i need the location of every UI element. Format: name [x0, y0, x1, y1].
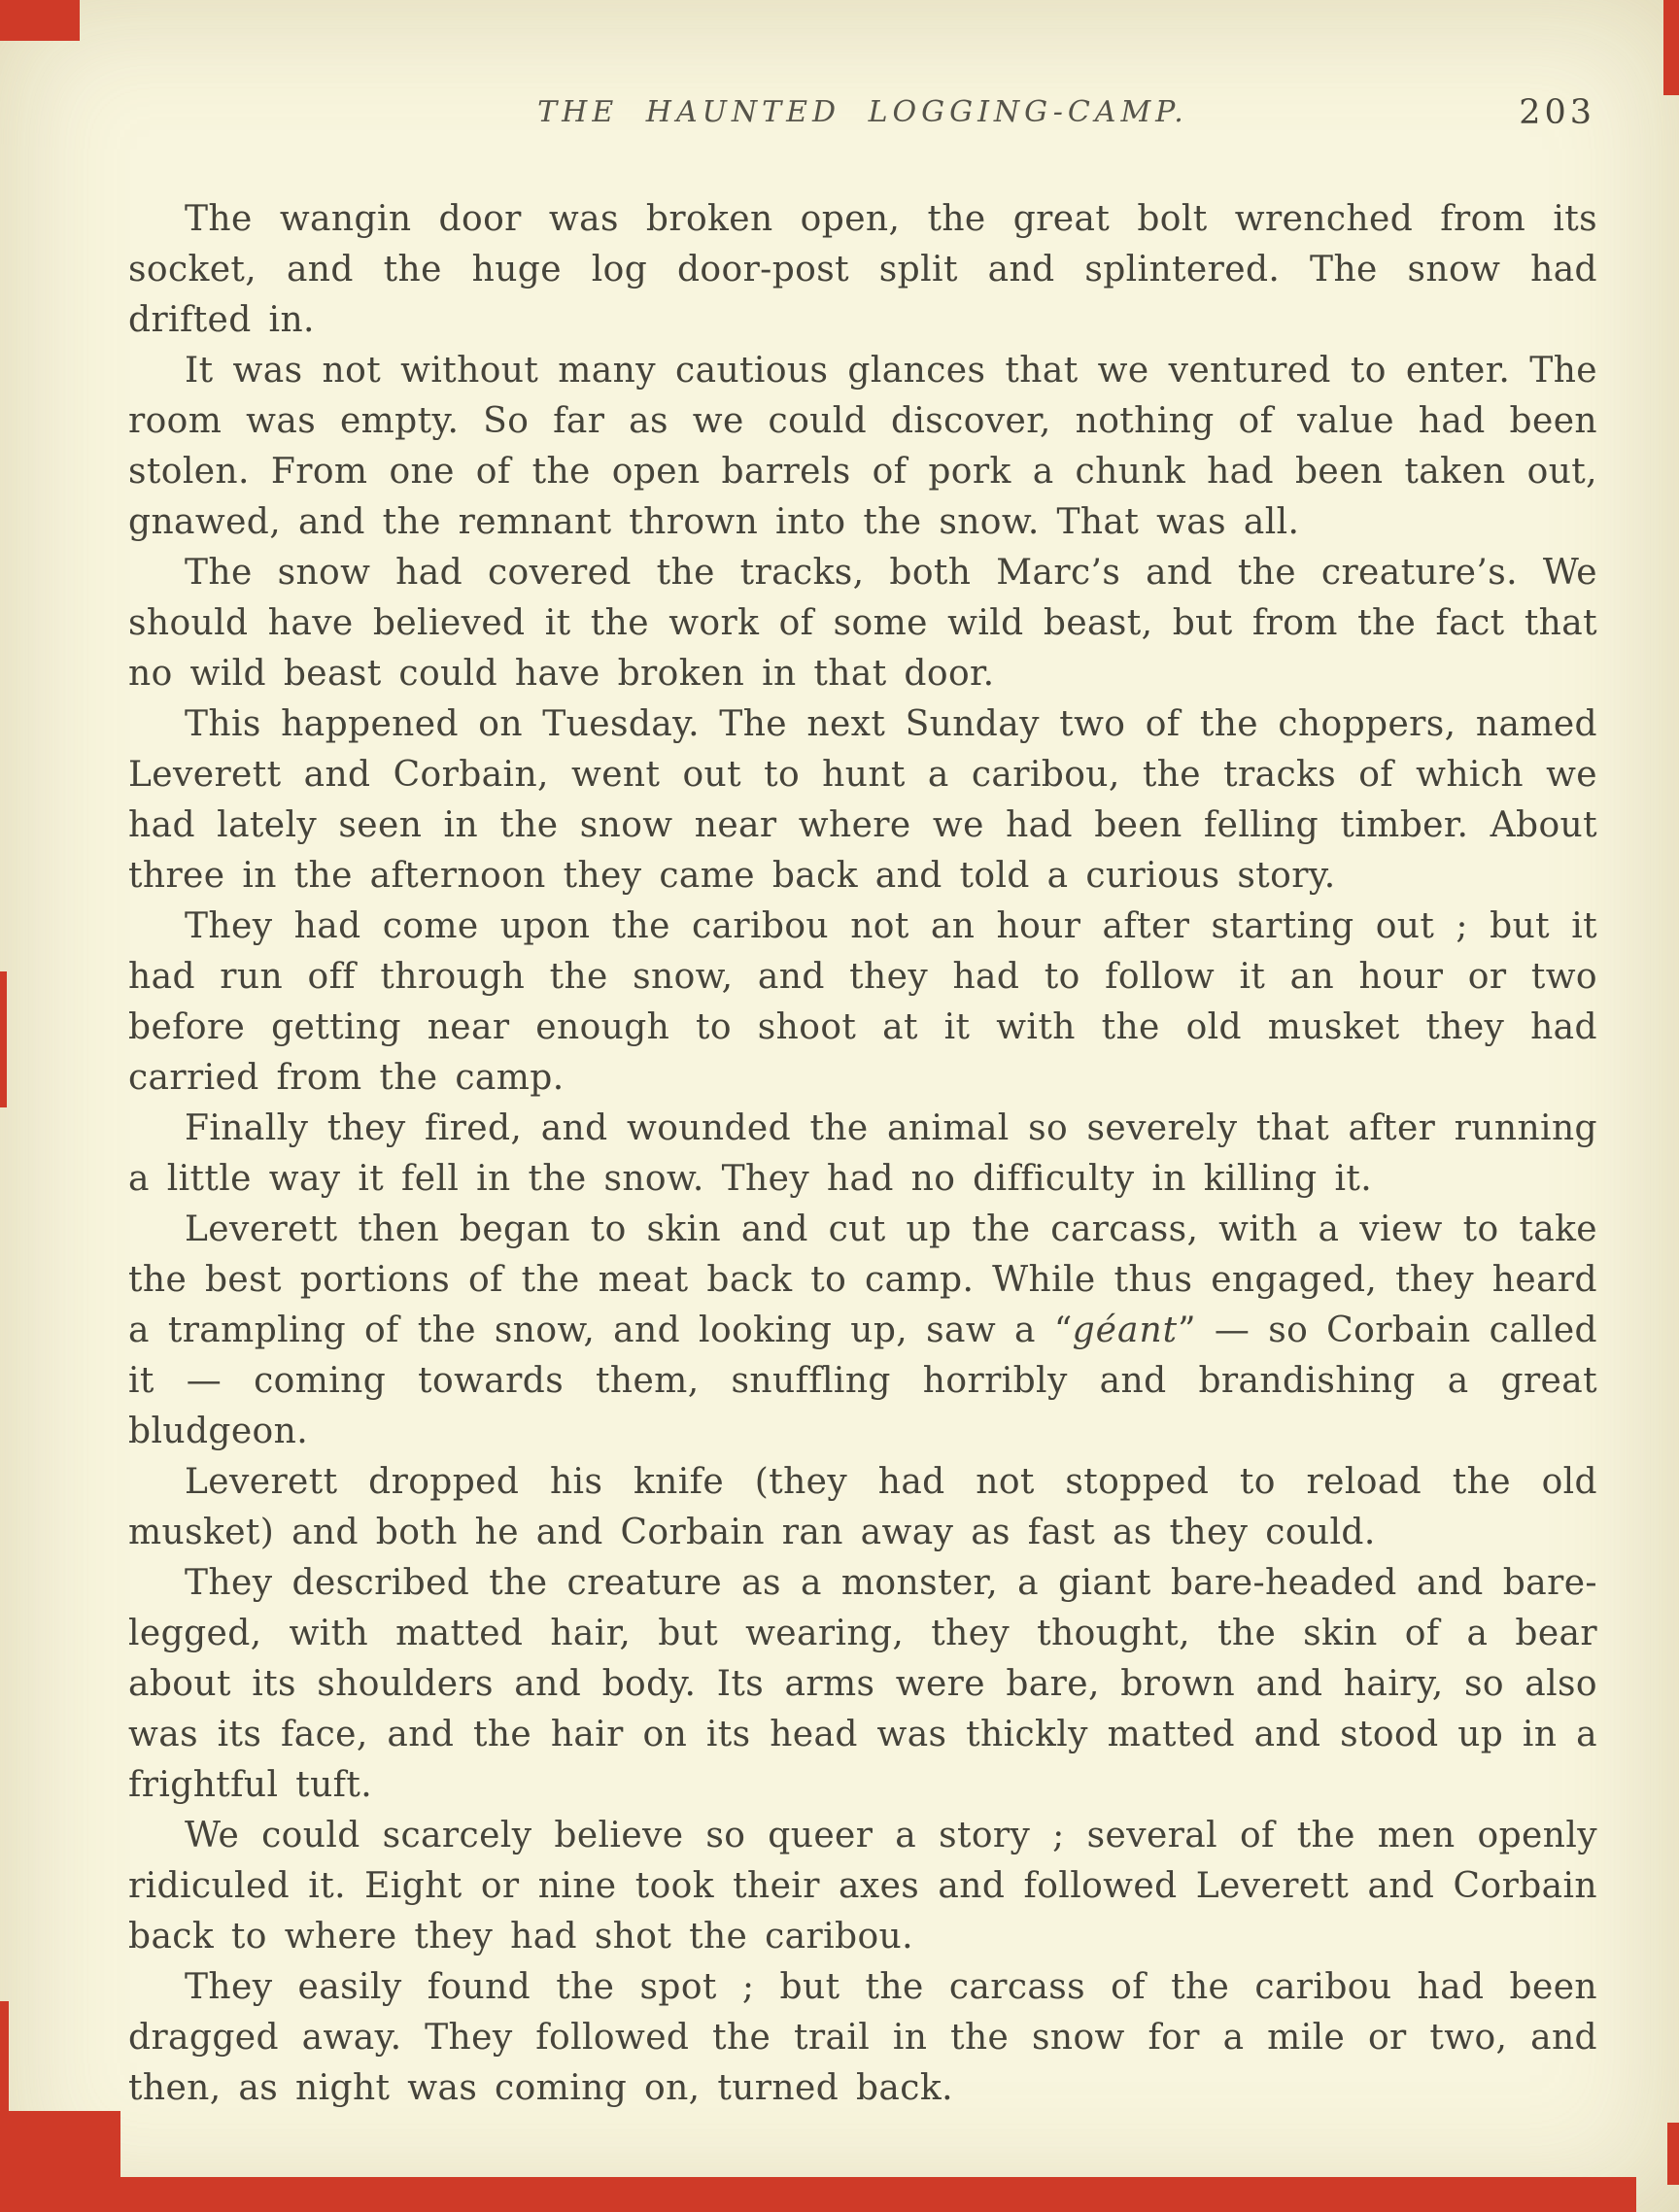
paragraph: Finally they fired, and wounded the animal so severely that after running a little way it fell in the snow. They had no difficulty in killing it. [128, 1108, 1597, 1199]
geant-text-before: Leverett then began to skin and cut up the carcass, with a view to take the best portions of the meat back to camp. While thus engaged, they heard a trampling of the snow, and looking up, saw a “ [128, 1209, 1597, 1350]
geant-text-after: ” — so Corbain called it — coming towards them, snuffling horribly and brandishing a great bludgeon. [128, 1310, 1597, 1451]
page-number: 203 [1519, 93, 1595, 132]
paragraph: Leverett dropped his knife (they had not stopped to reload the old musket) and both he and Corbain ran away as fast as they could. [128, 1462, 1597, 1552]
running-title: THE HAUNTED LOGGING-CAMP. [537, 95, 1188, 129]
red-edge-mark-left-mid [0, 971, 7, 1107]
red-edge-mark-bottom-left [0, 2111, 120, 2212]
paragraph: The wangin door was broken open, the great bolt wrenched from its socket, and the huge log door-post split and splintered. The snow had drifted in. [128, 199, 1597, 340]
paragraph: The snow had covered the tracks, both Marc’s and the creature’s. We should have believed it the work of some wild beast, but from the fact that no wild beast could have broken in that door. [128, 553, 1597, 694]
geant-italic-word: géant [1072, 1310, 1179, 1350]
red-edge-mark-right-bottom [1667, 2123, 1679, 2185]
paragraph: This happened on Tuesday. The next Sunday two of the choppers, named Leverett and Corbain, went out to hunt a caribou, the tracks of which we had lately seen in the snow near where we had been felling timber. About three in the afternoon they came back and told a curious story. [128, 704, 1597, 896]
paragraph: They had come upon the caribou not an hour after starting out ; but it had run off through the snow, and they had to follow it an hour or two before getting near enough to shoot at it with the old musket they had carried from the camp. [128, 906, 1597, 1098]
page-body [128, 194, 1597, 2114]
red-edge-mark-left-lower [0, 2001, 9, 2118]
running-head [128, 95, 1597, 142]
red-edge-mark-bottom-strip [120, 2177, 1636, 2212]
paragraph-geant [128, 1205, 1597, 1457]
red-edge-mark-top-left [0, 0, 80, 41]
paragraph: They described the creature as a monster, a giant bare-headed and bare-legged, with matted hair, but wearing, they thought, the skin of a bear about its shoulders and body. Its arms were bare, brown and hairy, so also was its face, and the hair on its head was thickly matted and stood up in a frightful tuft. [128, 1563, 1597, 1805]
text-block [128, 0, 1597, 2114]
paragraph: They easily found the spot ; but the carcass of the caribou had been dragged away. They followed the trail in the snow for a mile or two, and then, as night was coming on, turned back. [128, 1967, 1597, 2108]
red-edge-mark-top-right [1663, 0, 1679, 95]
paragraph: We could scarcely believe so queer a story ; several of the men openly ridiculed it. Eight or nine took their axes and followed Leverett and Corbain back to where they had shot the caribou. [128, 1816, 1597, 1957]
paragraph: It was not without many cautious glances that we ventured to enter. The room was empty. So far as we could discover, nothing of value had been stolen. From one of the open barrels of pork a chunk had been taken out, gnawed, and the remnant thrown into the snow. That was all. [128, 351, 1597, 542]
